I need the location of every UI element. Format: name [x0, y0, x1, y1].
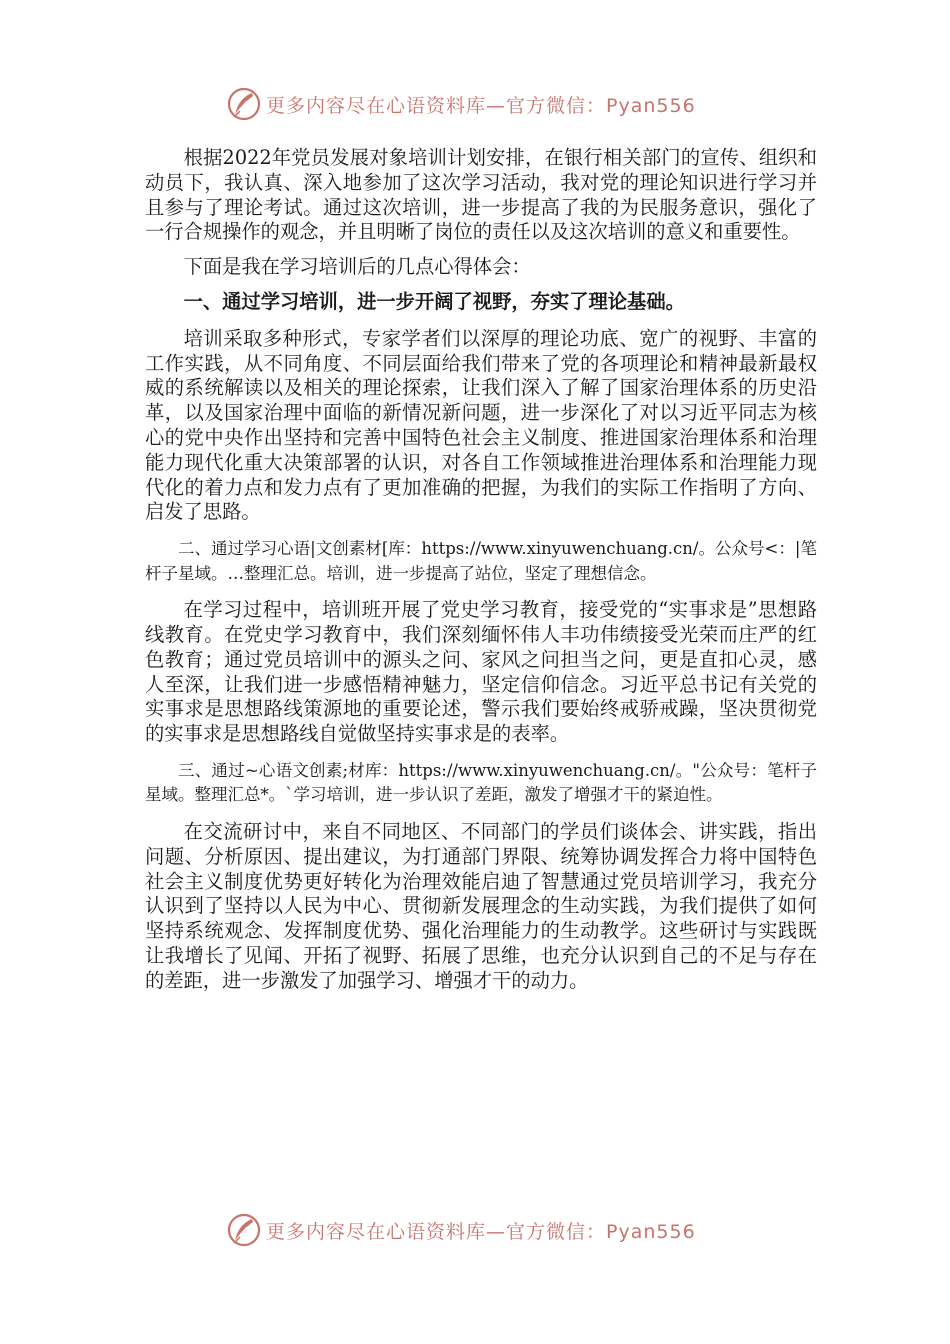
footer-banner: [226, 1212, 696, 1248]
section-heading-3: 三、通过~心语文创素;材库：https://www.xinyuwenchuang.cn/。"公众号：笔杆子星域。整理汇总*。`学习培训，进一步认识了差距，激发了增强才干的紧迫性。: [145, 760, 817, 805]
lead-paragraph: 下面是我在学习培训后的几点心得体会：: [183, 255, 531, 279]
footer-banner-text: 更多内容尽在心语资料库—官方微信：Pyan556: [266, 1220, 696, 1243]
intro-paragraph: 根据2022年党员发展对象培训计划安排，在银行相关部门的宣传、组织和动员下，我认真、深入地参加了这次学习活动，我对党的理论知识进行学习并且参与了理论考试。通过这次培训，进一步提高了我的为民服务意识，强化了一行合规操作的观念，并且明晰了岗位的责任以及这次培训的意义和重要性。: [145, 146, 817, 244]
feather-quill-icon: [226, 86, 262, 122]
section-paragraph-2: 在学习过程中，培训班开展了党史学习教育，接受党的“实事求是”思想路线教育。在党史学习教育中，我们深刻缅怀伟人丰功伟绩接受光荣而庄严的红色教育；通过党员培训中的源头之问、家风之问担当之问，更是直扣心灵，感人至深，让我们进一步感悟精神魅力，坚定信仰信念。习近平总书记有关党的实事求是思想路线策源地的重要论述，警示我们要始终戒骄戒躁，坚决贯彻党的实事求是思想路线自觉做坚持实事求是的表率。: [145, 598, 817, 746]
section-paragraph-3: 在交流研讨中，来自不同地区、不同部门的学员们谈体会、讲实践，指出问题、分析原因、提出建议，为打通部门界限、统筹协调发挥合力将中国特色社会主义制度优势更好转化为治理效能启迪了智慧通过党员培训学习，我充分认识到了坚持以人民为中心、贯彻新发展理念的生动实践，为我们提供了如何坚持系统观念、发挥制度优势、强化治理能力的生动教学。这些研讨与实践既让我增长了见闻、开拓了视野、拓展了思维，也充分认识到自己的不足与存在的差距，进一步激发了加强学习、增强才干的动力。: [145, 819, 817, 992]
section-heading-1: 一、通过学习培训，进一步开阔了视野，夯实了理论基础。: [183, 289, 685, 313]
section-heading-2: 二、通过学习心语|文创素材[库：https://www.xinyuwenchuang.cn/。公众号<：|笔杆子星域。…整理汇总。培训，进一步提高了站位，坚定了理想信念。: [145, 539, 817, 583]
header-banner: [226, 86, 696, 122]
feather-quill-icon: [226, 1212, 262, 1248]
header-banner-text: 更多内容尽在心语资料库—官方微信：Pyan556: [266, 94, 696, 117]
document-body: [145, 146, 817, 994]
section-paragraph-1: 培训采取多种形式，专家学者们以深厚的理论功底、宽广的视野、丰富的工作实践，从不同角度、不同层面给我们带来了党的各项理论和精神最新最权威的系统解读以及相关的理论探索，让我们深入了解了国家治理体系的历史沿革，以及国家治理中面临的新情况新问题，进一步深化了对以习近平同志为核心的党中央作出坚持和完善中国特色社会主义制度、推进国家治理体系和治理能力现代化重大决策部署的认识，对各自工作领域推进治理体系和治理能力现代化的着力点和发力点有了更加准确的把握，为我们的实际工作指明了方向、启发了思路。: [145, 326, 817, 524]
